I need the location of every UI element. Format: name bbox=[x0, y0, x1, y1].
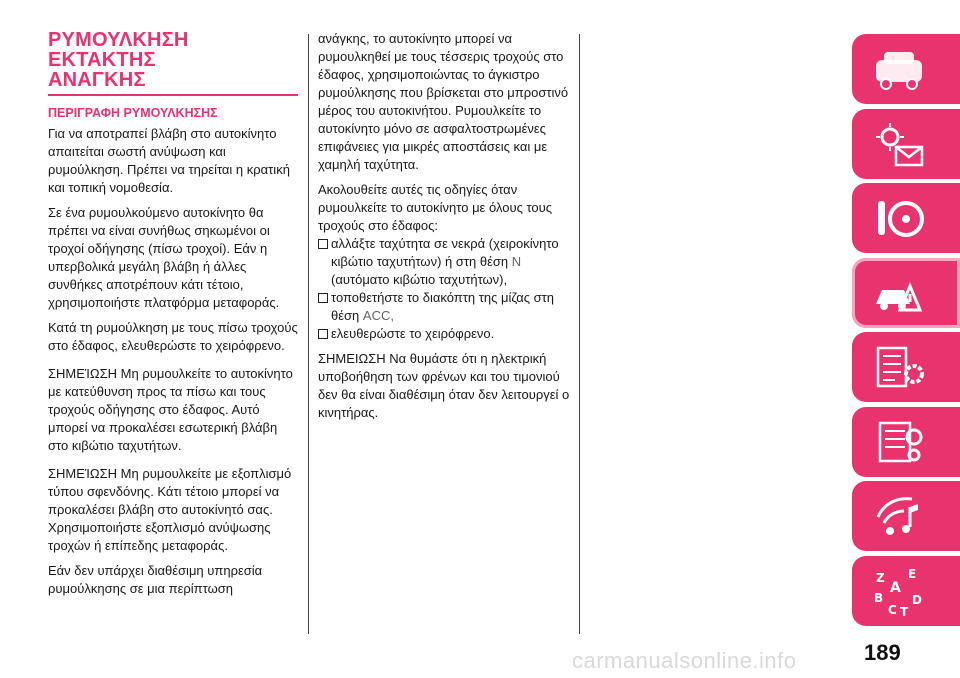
svg-text:B: B bbox=[874, 590, 884, 605]
tab-emergency[interactable] bbox=[852, 258, 960, 328]
multimedia-icon bbox=[870, 489, 928, 543]
tab-maintenance[interactable] bbox=[852, 332, 960, 402]
paragraph-1: Για να αποτραπεί βλάβη στο αυτοκίνητο απαιτείται σωστή ανύψωση και ρυμούλκηση. Πρέπει να τηρείται η κρατική και τοπική νομοθεσία. bbox=[48, 126, 290, 195]
tab-technical-data[interactable] bbox=[852, 407, 960, 477]
car-breakdown-icon bbox=[870, 266, 928, 320]
checkbox-bullet-icon bbox=[318, 293, 328, 303]
note-1: ΣΗΜΕΊΩΣΗ Μη ρυμουλκείτε το αυτοκίνητο με κατεύθυνση προς τα πίσω και τους τροχούς οδήγησης στο έδαφος. Αυτό μπορεί να προκαλέσει εσωτερική βλάβη στο κιβώτιο ταχυτήτων. bbox=[48, 366, 293, 453]
svg-text:E: E bbox=[908, 566, 917, 581]
chapter-tabs bbox=[852, 34, 960, 630]
bullet-handbrake: ελευθερώστε το χειρόφρενο. bbox=[318, 325, 580, 343]
watermark: carmanualsonline.info bbox=[572, 648, 797, 673]
tab-safety[interactable] bbox=[852, 183, 960, 253]
tab-index[interactable] bbox=[852, 556, 960, 626]
svg-text:T: T bbox=[900, 604, 909, 618]
checkbox-bullet-icon bbox=[318, 239, 328, 249]
note-3: ΣΗΜΕΙΩΣΗ Να θυμάστε ότι η ηλεκτρική υποβοήθηση των φρένων και του τιμονιού δεν θα είναι διαθέσιμη όταν δεν λειτουργεί ο κινητήρας. bbox=[318, 351, 570, 420]
svg-text:C: C bbox=[888, 602, 897, 617]
bullet-ignition: τοποθετήστε το διακόπτη της μίζας στη θέση ACC, bbox=[318, 289, 580, 325]
paragraph-2: Σε ένα ρυμουλκούμενο αυτοκίνητο θα πρέπει να είναι συνήθως σηκωμένοι οι τροχοί οδήγησης (πίσω τροχοί). Εάν η υπερβολικά μεγάλη βλάβη ή άλλες συνθήκες αποτρέπουν κάτι τέτοιο, χρησιμοποιήστε πλατφόρμα μεταφοράς. bbox=[48, 205, 280, 310]
svg-text:Z: Z bbox=[876, 570, 885, 585]
warning-lights-message-icon bbox=[870, 117, 928, 171]
note-2: ΣΗΜΕΊΩΣΗ Μη ρυμουλκείτε με εξοπλισμό τύπου σφενδόνης. Κάτι τέτοιο μπορεί να προκαλέσει βλάβη στο αυτοκίνητό σας. Χρησιμοποιήστε εξοπλισμό ανύψωσης τροχών ή επίπεδης μεταφοράς. bbox=[48, 466, 292, 553]
paragraph-6: Εάν δεν υπάρχει διαθέσιμη υπηρεσία ρυμούλκησης σε μια περίπτωση bbox=[48, 563, 263, 596]
page-number: 189 bbox=[864, 640, 901, 665]
checkbox-bullet-icon bbox=[318, 329, 328, 339]
bullet-neutral: αλλάξτε ταχύτητα σε νεκρά (χειροκίνητο κιβώτιο ταχυτήτων) ή στη θέση N (αυτόματο κιβώτιο ταχυτήτων), bbox=[318, 235, 580, 289]
column-divider-2 bbox=[579, 34, 580, 634]
technical-data-icon bbox=[870, 415, 928, 469]
tab-dashboard[interactable] bbox=[852, 34, 960, 104]
svg-text:D: D bbox=[912, 592, 922, 607]
paragraph-continued: ανάγκης, το αυτοκίνητο μπορεί να ρυμουλκηθεί με τους τέσσερις τροχούς στο έδαφος, χρησιμοποιώντας το άγκιστρο ρυμούλκησης που βρίσκεται στο μπροστινό μέρος του αυτοκινήτου. Ρυμουλκείτε το αυτοκίνητο μόνο σε ασφαλτοστρωμένες επιφάνειες για μικρές αποστάσεις και με χαμηλή ταχύτητα. bbox=[318, 31, 569, 172]
alphabetical-index-icon bbox=[870, 564, 928, 618]
paragraph-3: Κατά τη ρυμούλκηση με τους πίσω τροχούς στο έδαφος, ελευθερώστε το χειρόφρενο. bbox=[48, 320, 298, 353]
maintenance-list-icon bbox=[870, 340, 928, 394]
section-subtitle: ΠΕΡΙΓΡΑΦΗ ΡΥΜΟΥΛΚΗΣΗΣ bbox=[48, 106, 218, 120]
title-underline bbox=[48, 94, 298, 96]
left-column bbox=[48, 30, 298, 605]
car-dashboard-icon bbox=[870, 42, 928, 96]
svg-text:A: A bbox=[890, 579, 901, 596]
page-title: ΡΥΜΟΥΛΚΗΣΗ ΕΚΤΑΚΤΗΣ ΑΝΑΓΚΗΣ bbox=[48, 29, 189, 91]
tab-warning-lights[interactable] bbox=[852, 109, 960, 179]
middle-column bbox=[318, 30, 580, 429]
paragraph-instructions: Ακολουθείτε αυτές τις οδηγίες όταν ρυμουλκείτε το αυτοκίνητο με όλους τους τροχούς στο έδαφος: bbox=[318, 182, 553, 233]
column-divider-1 bbox=[308, 34, 309, 634]
tab-multimedia[interactable] bbox=[852, 481, 960, 551]
seat-steering-icon bbox=[870, 191, 928, 245]
